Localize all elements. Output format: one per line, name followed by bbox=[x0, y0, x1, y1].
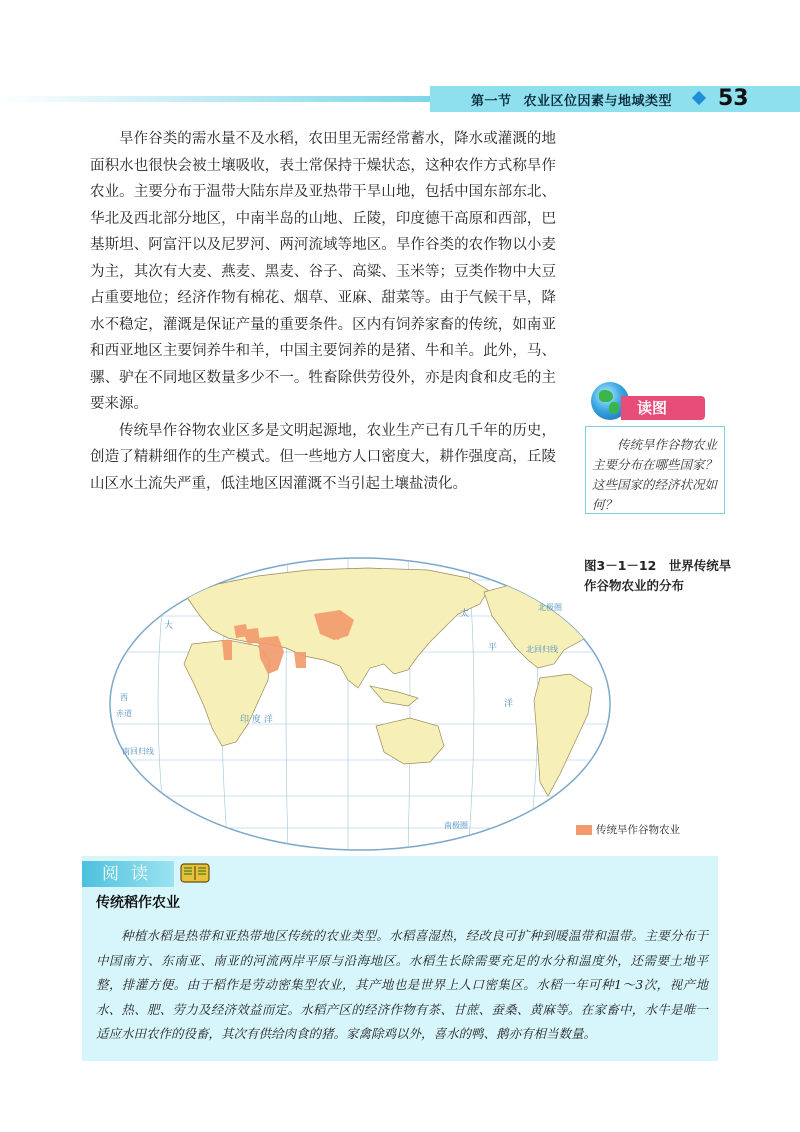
label-equator: 赤道 bbox=[116, 709, 132, 718]
world-map bbox=[108, 556, 612, 852]
main-text bbox=[90, 126, 556, 497]
label-pacific-2: 平 bbox=[488, 643, 498, 653]
legend-label: 传统旱作谷物农业 bbox=[596, 824, 680, 836]
label-indian-ocean: 印 度 洋 bbox=[240, 715, 273, 725]
reading-title: 传统稻作农业 bbox=[96, 895, 180, 911]
paragraph-2: 传统旱作谷物农业区多是文明起源地，农业生产已有几千年的历史，创造了精耕细作的生产模式。但一些地方人口密度大，耕作强度高，丘陵山区水土流失严重，低洼地区因灌溉不当引起土壤盐渍化。 bbox=[90, 422, 556, 492]
page-number: 53 bbox=[718, 86, 749, 111]
label-arctic-circle: 北极圈 bbox=[538, 603, 562, 612]
label-west: 西 bbox=[120, 693, 128, 702]
label-atlantic: 大 bbox=[164, 621, 174, 631]
reading-text bbox=[96, 924, 708, 1047]
label-antarctic-circle: 南极圈 bbox=[444, 821, 468, 830]
header-fade bbox=[0, 96, 430, 102]
agri-area-indochina bbox=[294, 652, 306, 668]
label-pacific-3: 洋 bbox=[504, 699, 514, 709]
book-icon bbox=[180, 862, 210, 884]
map-legend bbox=[576, 822, 680, 837]
legend-swatch bbox=[576, 825, 592, 835]
label-tropic-cancer-east: 北回归线 bbox=[526, 645, 558, 654]
chapter-title: 农业区位因素与地域类型 bbox=[523, 94, 673, 109]
figure-caption: 图3－1－12 世界传统旱作谷物农业的分布 bbox=[584, 558, 732, 593]
read-map-tag: 读图 bbox=[621, 396, 705, 420]
agri-area-middle-east bbox=[234, 624, 248, 638]
world-map-svg bbox=[108, 556, 612, 852]
reading-paragraph: 种植水稻是热带和亚热带地区传统的农业类型。水稻喜湿热，经改良可扩种到暖温带和温带。主要分布于中国南方、东南亚、南亚的河流两岸平原与沿海地区。水稻生长除需要充足的水分和温度外，还需要土地平整，排灌方便。由于稻作是劳动密集型农业，其产地也是世界上人口密集区。水稻一年可种1～3次，视产地水、热、肥、劳力及经济效益而定。水稻产区的经济作物有茶、甘蔗、蚕桑、黄麻等。在家畜中，水牛是唯一适应水田农作的役畜，其次有供给肉食的猪。家禽除鸡以外，喜水的鸭、鹅亦有相当数量。 bbox=[96, 928, 708, 1041]
header-bar bbox=[0, 86, 800, 112]
section-label: 第一节 bbox=[471, 94, 512, 109]
read-map-question-box bbox=[585, 426, 725, 514]
paragraph-1: 旱作谷类的需水量不及水稻，农田里无需经常蓄水，降水或灌溉的地面积水也很快会被土壤吸收，表土常保持干燥状态，这种农作方式称旱作农业。主要分布于温带大陆东岸及亚热带干旱山地，包括中国东部东北、华北及西北部分地区，中南半岛的山地、丘陵，印度德干高原和西部，巴基斯坦、阿富汗以及尼罗河、两河流域等地区。旱作谷类的农作物以小麦为主，其次有大麦、燕麦、黑麦、谷子、高粱、玉米等；豆类作物中大豆占重要地位；经济作物有棉花、烟草、亚麻、甜菜等。由于气候干旱，降水不稳定，灌溉是保证产量的重要条件。区内有饲养家畜的传统，如南亚和西亚地区主要饲养牛和羊，中国主要饲养的是猪、牛和羊。此外，马、骡、驴在不同地区数量多少不一。牲畜除供劳役外，亦是肉食和皮毛的主要来源。 bbox=[90, 131, 556, 412]
reading-tab: 阅读 bbox=[82, 861, 174, 887]
label-pacific-1: 太 bbox=[460, 609, 470, 619]
greenland bbox=[548, 558, 598, 582]
label-tropic-capricorn: 南回归线 bbox=[122, 747, 154, 756]
read-map-question: 传统旱作谷物农业主要分布在哪些国家？这些国家的经济状况如何？ bbox=[592, 437, 718, 512]
running-header bbox=[471, 90, 672, 109]
